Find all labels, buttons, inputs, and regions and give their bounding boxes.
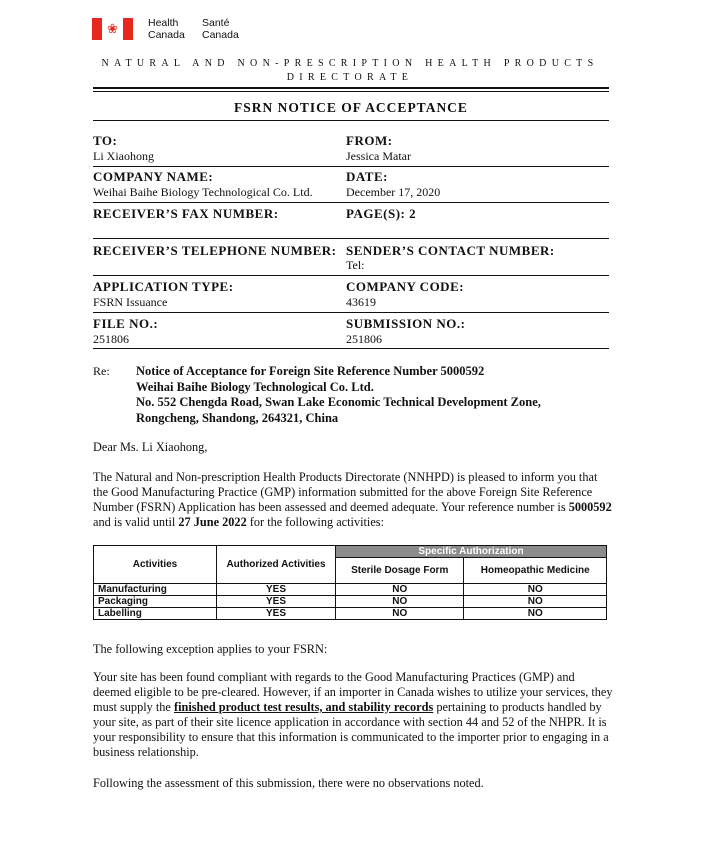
date-value: December 17, 2020 xyxy=(346,185,441,199)
submission-no-value: 251806 xyxy=(346,332,382,346)
table-row xyxy=(94,608,607,620)
page-title: FSRN NOTICE OF ACCEPTANCE xyxy=(234,100,468,115)
closing-paragraph: Following the assessment of this submission, there were no observations noted. xyxy=(93,776,484,790)
cell: NO xyxy=(336,608,464,620)
text: Your site has been found compliant with regards to the Good Manufacturing Practices (GMP) and deemed eligible to be pre-cleared. However, if an importer in Canada wishes to utilize your services, they must supply the xyxy=(93,670,613,714)
reference-number: 5000592 xyxy=(568,500,612,514)
directorate-line: NATURAL AND NON-PRESCRIPTION HEALTH PRODUCTS xyxy=(101,58,599,69)
header-homeopathic: Homeopathic Medicine xyxy=(464,558,607,584)
to-value: Li Xiaohong xyxy=(93,149,154,163)
cell: Packaging xyxy=(94,596,217,608)
activities-table xyxy=(93,545,607,620)
directorate-heading xyxy=(93,57,607,85)
text: pertaining to products handled by your site, as part of their site licence application in accordance with section 44 and 52 of the NHPR. It is your responsibility to ensure that this information is communicated to the importer prior to engaging in a business relationship. xyxy=(93,700,609,759)
submission-no-label: SUBMISSION NO.: xyxy=(346,316,466,331)
cell: Manufacturing xyxy=(94,584,217,596)
sender-contact-label: SENDER’S CONTACT NUMBER: xyxy=(346,243,555,258)
text: and is valid until xyxy=(93,515,179,529)
divider xyxy=(93,238,609,239)
logo-english xyxy=(148,17,185,41)
emphasized-text: finished product test results, and stability records xyxy=(173,700,434,714)
telephone-label: RECEIVER’S TELEPHONE NUMBER: xyxy=(93,243,337,258)
cell: NO xyxy=(336,596,464,608)
logo-text: Canada xyxy=(202,29,239,41)
header-specific-authorization: Specific Authorization xyxy=(336,546,607,558)
exception-paragraph xyxy=(93,670,613,760)
file-no-value: 251806 xyxy=(93,332,129,346)
file-no-label: FILE NO.: xyxy=(93,316,159,331)
date-label: DATE: xyxy=(346,169,388,184)
pages-label: PAGE(S): 2 xyxy=(346,206,417,221)
application-type-label: APPLICATION TYPE: xyxy=(93,279,234,294)
divider xyxy=(93,312,609,313)
company-label: COMPANY NAME: xyxy=(93,169,214,184)
intro-paragraph xyxy=(93,470,613,530)
logo-text: Canada xyxy=(148,29,185,41)
divider xyxy=(93,166,609,167)
to-label: TO: xyxy=(93,133,118,148)
cell: YES xyxy=(217,608,336,620)
canada-flag-logo xyxy=(92,18,133,40)
company-code-value: 43619 xyxy=(346,295,376,309)
cell: NO xyxy=(464,584,607,596)
company-value: Weihai Baihe Biology Technological Co. Ltd. xyxy=(93,185,313,199)
header-sterile: Sterile Dosage Form xyxy=(336,558,464,584)
re-subject xyxy=(136,364,541,426)
re-line: Rongcheng, Shandong, 264321, China xyxy=(136,410,339,425)
cell: NO xyxy=(336,584,464,596)
table-row xyxy=(94,596,607,608)
directorate-line: DIRECTORATE xyxy=(286,72,414,83)
maple-leaf-icon: ❀ xyxy=(102,18,123,40)
re-line: Weihai Baihe Biology Technological Co. Ltd. xyxy=(136,379,374,394)
fax-label: RECEIVER’S FAX NUMBER: xyxy=(93,206,279,221)
salutation: Dear Ms. Li Xiaohong, xyxy=(93,440,208,454)
header-authorized: Authorized Activities xyxy=(217,546,336,584)
re-line: Notice of Acceptance for Foreign Site Reference Number 5000592 xyxy=(136,364,485,378)
text: for the following activities: xyxy=(246,515,385,529)
company-code-label: COMPANY CODE: xyxy=(346,279,465,294)
divider xyxy=(93,202,609,203)
re-label: Re: xyxy=(93,364,110,378)
application-type-value: FSRN Issuance xyxy=(93,295,168,309)
re-line: No. 552 Chengda Road, Swan Lake Economic Technical Development Zone, xyxy=(136,395,541,409)
divider xyxy=(93,275,609,276)
exception-intro: The following exception applies to your FSRN: xyxy=(93,642,328,656)
from-label: FROM: xyxy=(346,133,393,148)
cell: YES xyxy=(217,584,336,596)
logo-text: Santé xyxy=(202,17,230,29)
text: The Natural and Non-prescription Health Products Directorate (NNHPD) is pleased to inform you that the Good Manufacturing Practice (GMP) information submitted for the above Foreign Site Reference Number (FSRN) Application has been assessed and deemed adequate. Your reference number is xyxy=(93,470,598,514)
valid-until-date: 27 June 2022 xyxy=(178,515,247,529)
from-value: Jessica Matar xyxy=(346,149,411,163)
cell: Labelling xyxy=(94,608,217,620)
logo-text: Health xyxy=(148,17,179,29)
sender-contact-value: Tel: xyxy=(346,258,365,272)
cell: NO xyxy=(464,608,607,620)
logo-french xyxy=(202,17,239,41)
divider xyxy=(93,348,609,349)
double-rule xyxy=(93,87,609,92)
table-row xyxy=(94,584,607,596)
cell: NO xyxy=(464,596,607,608)
divider xyxy=(93,120,609,121)
cell: YES xyxy=(217,596,336,608)
header-activities: Activities xyxy=(94,546,217,584)
